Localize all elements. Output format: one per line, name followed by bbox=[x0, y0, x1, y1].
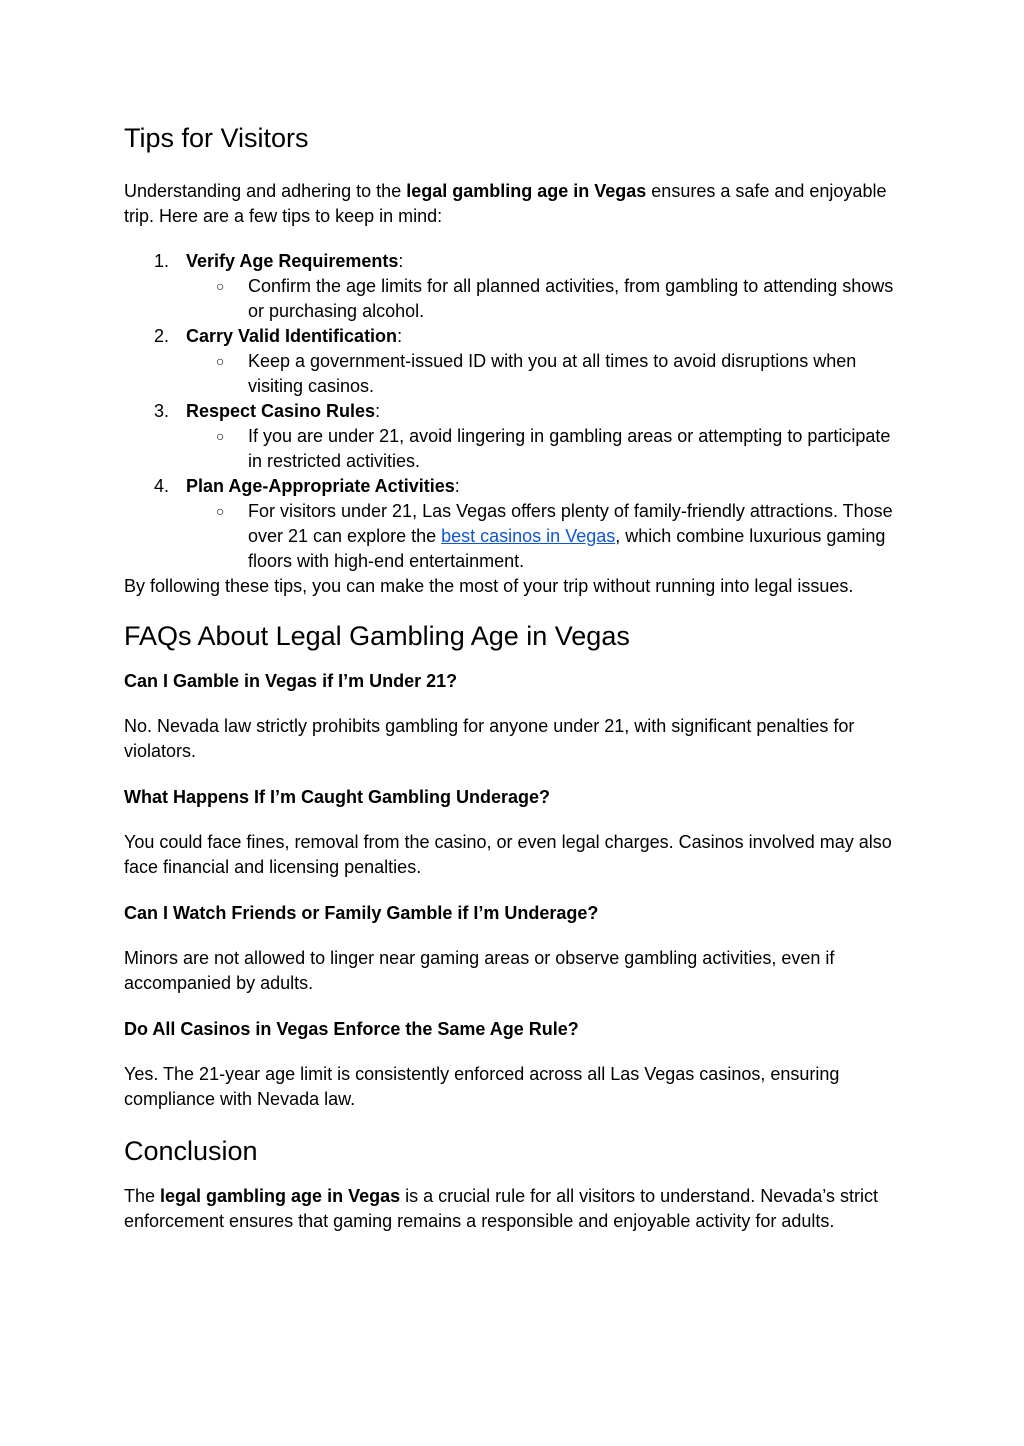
tip-sublist bbox=[186, 274, 904, 324]
conclusion-text: The bbox=[124, 1186, 161, 1206]
conclusion-paragraph bbox=[124, 1184, 904, 1234]
tip-colon: : bbox=[454, 476, 460, 496]
list-number: 4. bbox=[154, 476, 170, 496]
faq-item bbox=[124, 901, 904, 996]
hollow-bullet-icon: ○ bbox=[216, 353, 225, 369]
tip-sublist bbox=[186, 499, 904, 574]
tip-detail-text: Keep a government-issued ID with you at all times to avoid disruptions when visiting casinos. bbox=[248, 351, 857, 396]
tip-colon: : bbox=[398, 251, 404, 271]
tips-list-item bbox=[124, 324, 904, 399]
faq-answer: Minors are not allowed to linger near gaming areas or observe gambling activities, even if accompanied by adults. bbox=[124, 948, 835, 993]
tips-intro-paragraph bbox=[124, 179, 904, 229]
tip-heading: Carry Valid Identification bbox=[186, 326, 398, 346]
faq-question: What Happens If I’m Caught Gambling Underage? bbox=[124, 787, 551, 807]
faq-answer: Yes. The 21-year age limit is consistently enforced across all Las Vegas casinos, ensuring compliance with Nevada law. bbox=[124, 1064, 840, 1109]
conclusion-heading: Conclusion bbox=[124, 1136, 258, 1166]
hollow-bullet-icon: ○ bbox=[216, 428, 225, 444]
tip-detail-item bbox=[186, 349, 904, 399]
tip-sublist bbox=[186, 424, 904, 474]
tips-intro-text: Understanding and adhering to the bbox=[124, 181, 407, 201]
faq-item bbox=[124, 669, 904, 764]
tip-colon: : bbox=[375, 401, 381, 421]
faq-question: Can I Watch Friends or Family Gamble if I’m Underage? bbox=[124, 903, 599, 923]
tips-heading: Tips for Visitors bbox=[124, 123, 309, 153]
tip-colon: : bbox=[397, 326, 403, 346]
faq-question: Can I Gamble in Vegas if I’m Under 21? bbox=[124, 671, 458, 691]
tip-heading: Verify Age Requirements bbox=[186, 251, 399, 271]
faq-question: Do All Casinos in Vegas Enforce the Same Age Rule? bbox=[124, 1019, 579, 1039]
tip-heading: Respect Casino Rules bbox=[186, 401, 376, 421]
tip-detail-item bbox=[186, 274, 904, 324]
tip-sublist bbox=[186, 349, 904, 399]
hollow-bullet-icon: ○ bbox=[216, 278, 225, 294]
tips-intro-text-end: ensures a safe and enjoyable trip. Here are a few tips to keep in mind: bbox=[124, 181, 887, 226]
conclusion-bold: legal gambling age in Vegas bbox=[160, 1186, 401, 1206]
tip-detail-item bbox=[186, 424, 904, 474]
faqs-heading: FAQs About Legal Gambling Age in Vegas bbox=[124, 621, 630, 651]
faq-answer: No. Nevada law strictly prohibits gambling for anyone under 21, with significant penalties for violators. bbox=[124, 716, 855, 761]
tip-detail-text: Confirm the age limits for all planned activities, from gambling to attending shows or purchasing alcohol. bbox=[248, 276, 894, 321]
list-number: 3. bbox=[154, 401, 170, 421]
conclusion-text-end: is a crucial rule for all visitors to understand. Nevada’s strict enforcement ensures that gaming remains a responsible and enjoyable activity for adults. bbox=[124, 1186, 878, 1231]
best-casinos-link[interactable]: best casinos in Vegas bbox=[441, 526, 616, 546]
tip-detail-text: For visitors under 21, Las Vegas offers plenty of family-friendly attractions. Those over 21 can explore the bbox=[248, 501, 893, 546]
faq-answer: You could face fines, removal from the casino, or even legal charges. Casinos involved may also face financial and licensing penalties. bbox=[124, 832, 892, 877]
faq-item bbox=[124, 1017, 904, 1112]
tips-closing-paragraph: By following these tips, you can make the most of your trip without running into legal issues. bbox=[124, 576, 854, 596]
faq-item bbox=[124, 785, 904, 880]
list-number: 1. bbox=[154, 251, 170, 271]
hollow-bullet-icon: ○ bbox=[216, 503, 225, 519]
tip-detail-text: If you are under 21, avoid lingering in gambling areas or attempting to participate in restricted activities. bbox=[248, 426, 891, 471]
list-number: 2. bbox=[154, 326, 170, 346]
tips-list-item bbox=[124, 474, 904, 574]
tip-detail-item bbox=[186, 499, 904, 574]
tip-heading: Plan Age-Appropriate Activities bbox=[186, 476, 455, 496]
tips-list-item bbox=[124, 399, 904, 474]
tips-intro-bold: legal gambling age in Vegas bbox=[406, 181, 647, 201]
tip-detail-text-end: , which combine luxurious gaming floors with high-end entertainment. bbox=[248, 526, 886, 571]
tips-list bbox=[124, 249, 904, 574]
tips-list-item bbox=[124, 249, 904, 324]
document-page bbox=[124, 120, 904, 1234]
